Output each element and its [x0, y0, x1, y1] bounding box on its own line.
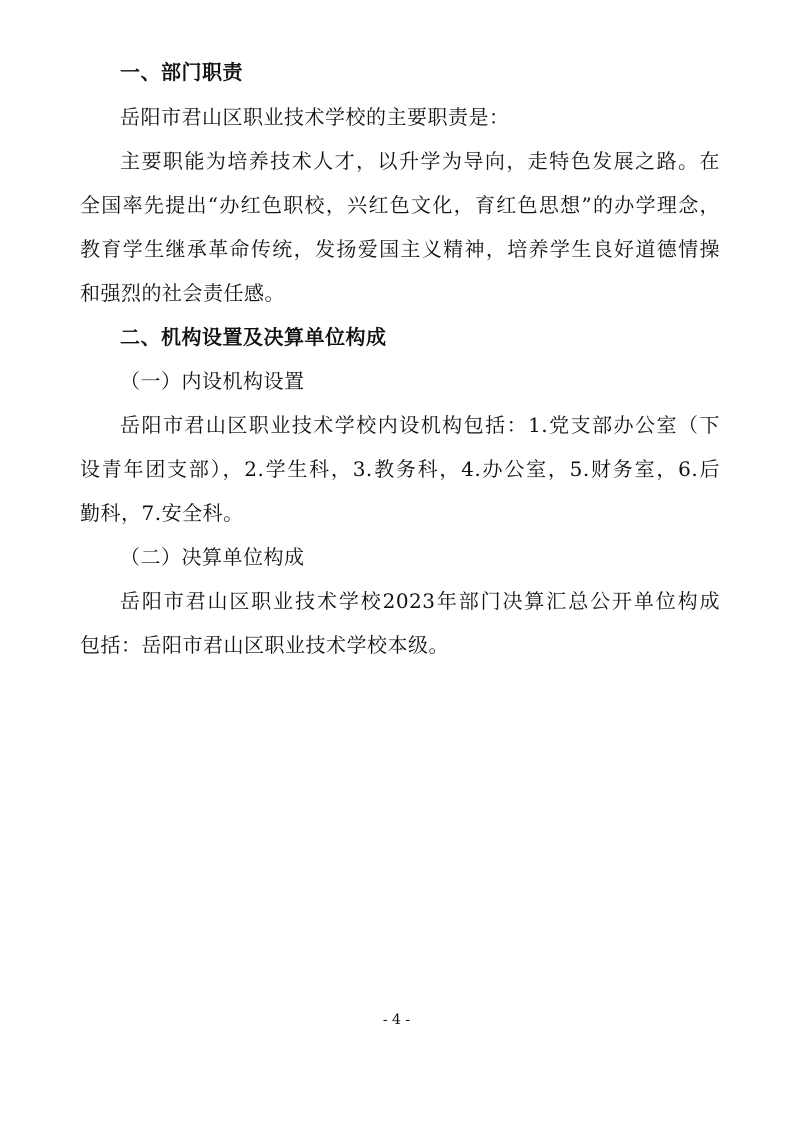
section-1-body-line: 主要职能为培养技术人才，以升学为导向，走特色发展之路。在 [120, 149, 720, 173]
subsection-1-line: 岳阳市君山区职业技术学校内设机构包括：1.党支部办公室（下 [120, 413, 720, 437]
section-1-body-line: 全国率先提出“办红色职校，兴红色文化，育红色思想”的办学理念， [80, 193, 720, 217]
subsection-2-heading: （二）决算单位构成 [120, 545, 305, 569]
subsection-1-line: 设青年团支部），2.学生科，3.教务科，4.办公室，5.财务室，6.后 [80, 457, 720, 481]
section-2-heading: 二、机构设置及决算单位构成 [120, 325, 387, 349]
section-1-body-line: 和强烈的社会责任感。 [80, 281, 285, 305]
subsection-2-line: 岳阳市君山区职业技术学校2023年部门决算汇总公开单位构成 [120, 589, 720, 613]
section-1-intro: 岳阳市君山区职业技术学校的主要职责是： [120, 105, 510, 129]
subsection-2-line: 包括：岳阳市君山区职业技术学校本级。 [80, 633, 449, 657]
section-1-body-line: 教育学生继承革命传统，发扬爱国主义精神，培养学生良好道德情操 [80, 237, 720, 261]
subsection-1-heading: （一）内设机构设置 [120, 369, 305, 393]
section-1-heading: 一、部门职责 [120, 60, 243, 84]
subsection-1-line: 勤科，7.安全科。 [80, 501, 244, 525]
page-number: - 4 - [382, 1012, 411, 1028]
